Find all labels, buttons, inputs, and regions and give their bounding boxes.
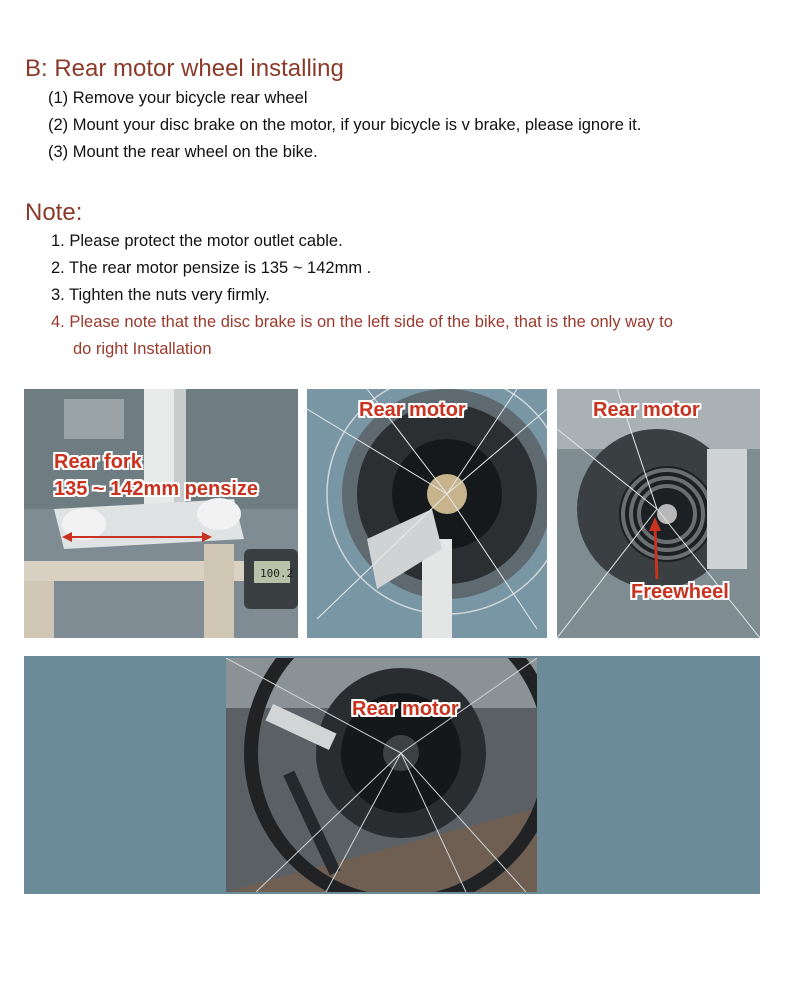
rear-fork-label-line2: 135 ~ 142mm pensize — [54, 478, 259, 500]
installed-illustration — [226, 658, 537, 892]
installed-photo — [226, 658, 537, 892]
disc-brake-illustration — [307, 389, 547, 638]
note-item-highlight — [51, 309, 673, 363]
note-item4-line1: 4. Please note that the disc brake is on the left side of the bike, that is the only way to — [51, 313, 673, 331]
step-item: (3) Mount the rear wheel on the bike. — [48, 143, 318, 161]
note-list — [51, 228, 673, 363]
step-item: (1) Remove your bicycle rear wheel — [48, 89, 308, 107]
note-item: 3. Tighten the nuts very firmly. — [51, 286, 270, 304]
rear-fork-illustration — [24, 389, 298, 638]
section-b-steps — [48, 85, 641, 166]
rear-fork-label-line1: Rear fork — [54, 451, 142, 473]
freewheel-label: Freewheel — [631, 581, 729, 603]
note-item: 2. The rear motor pensize is 135 ~ 142mm . — [51, 259, 372, 277]
disc-side-rear-motor-label: Rear motor — [359, 399, 466, 421]
installed-photo-panel — [24, 656, 760, 894]
note-item4-line2: do right Installation — [73, 340, 212, 358]
installed-rear-motor-label: Rear motor — [352, 698, 459, 720]
rear-fork-label — [54, 449, 258, 503]
note-title: Note: — [25, 199, 83, 226]
section-b-title: B: Rear motor wheel installing — [25, 55, 344, 82]
disc-brake-photo — [307, 389, 547, 638]
freewheel-photo — [557, 389, 760, 638]
caliper-reading: 100.2 — [260, 567, 294, 580]
step-item: (2) Mount your disc brake on the motor, if your bicycle is v brake, please ignore it. — [48, 116, 642, 134]
note-item: 1. Please protect the motor outlet cable. — [51, 232, 343, 250]
freewheel-side-rear-motor-label: Rear motor — [593, 399, 700, 421]
rear-fork-photo — [24, 389, 298, 638]
